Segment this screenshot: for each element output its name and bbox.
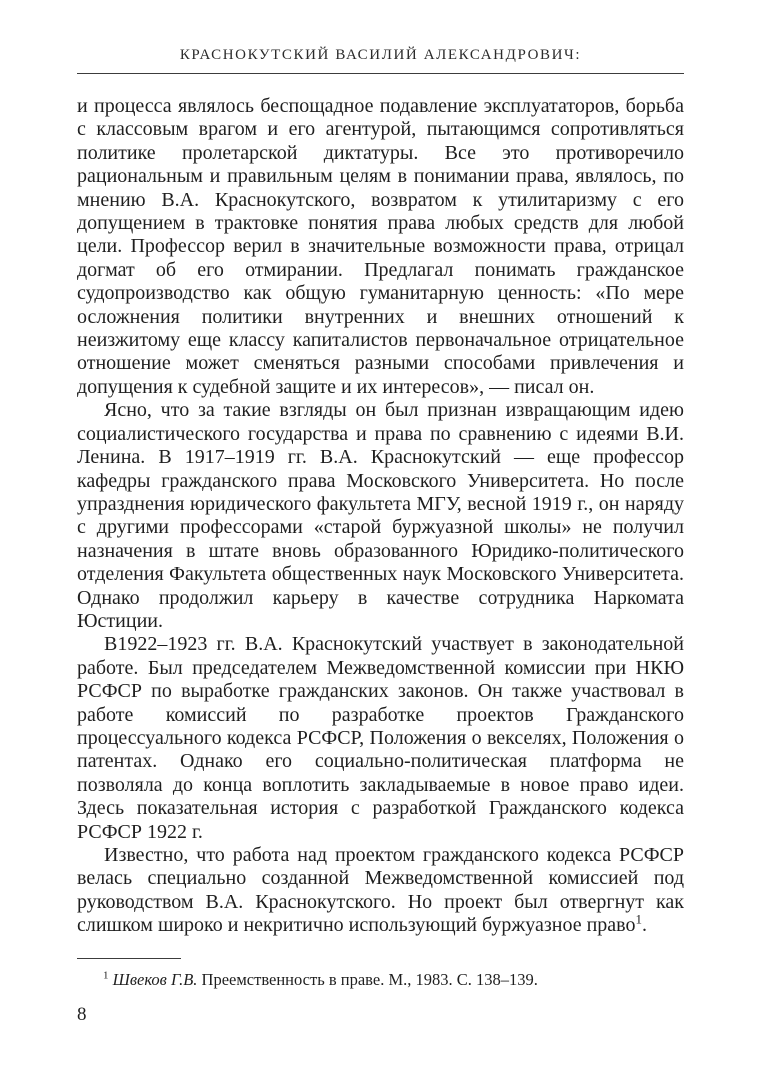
paragraph-1: и процесса являлось беспощадное подавление эксплуататоров, борьба с классовым врагом и его агентурой, пытающимся сопротивляться политике пролетарской диктатуры. Все это противоречило рациональным и правильным целям в понимании права, являлось, по мнению В.А. Краснокутского, возвратом к утилитаризму с его допущением в трактовке понятия права любых средств для любой цели. Профессор верил в значительные возможности права, отрицал догмат об его отмирании. Предлагал понимать гражданское судопроизводство как общую гуманитарную ценность: «По мере осложнения политики внутренних и внешних отношений к неизжитому еще классу капиталистов первоначальное отрицательное отношение может сменяться разными способами привлечения и допущения к судебной защите и их интересов», — писал он. [77,95,684,398]
footnote-reference: 1 [635,911,642,927]
footnote-rule [77,958,181,959]
page-body [77,95,684,938]
running-header-title: КРАСНОКУТСКИЙ ВАСИЛИЙ АЛЕКСАНДРОВИЧ: [179,47,582,63]
footnote [77,970,684,990]
paragraph-2: Ясно, что за такие взгляды он был признан извращающим идею социалистического государства и права по сравнению с идеями В.И. Ленина. В 1917–1919 гг. В.А. Краснокутский — еще профессор кафедры гражданского права Московского Университета. Но после упразднения юридического факультета МГУ, весной 1919 г., он наряду с другими профессорами «старой буржуазной школы» не получил назначения в штате вновь образованного Юридико-политического отделения Факультета общественных наук Московского Университета. Однако продолжил карьеру в качестве сотрудника Наркомата Юстиции. [77,399,684,632]
header-rule [77,73,684,74]
page-number: 8 [77,1004,87,1025]
paragraph-4 [77,844,684,938]
paragraph-3: В1922–1923 гг. В.А. Краснокутский участвует в законодательной работе. Был председателем Межведомственной комиссии при НКЮ РСФСР по выработке гражданских законов. Он также участвовал в работе комиссий по разработке проектов Гражданского процессуального кодекса РСФСР, Положения о векселях, Положения о патентах. Однако его социально-политическая платформа не позволяла до конца воплотить закладываемые в новое право идеи. Здесь показательная история с разработкой Гражданского кодекса РСФСР 1922 г. [77,633,684,843]
footnote-marker: 1 [103,969,109,982]
paragraph-4-end: . [641,914,647,937]
footnote-author: Швеков Г.В. [112,970,198,989]
paragraph-4-text: Известно, что работа над проектом гражданского кодекса РСФСР велась специально созданной Межведомственной комиссией под руководством В.А. Краснокутского. Но проект был отвергнут как слишком широко и некритично использующий буржуазное право [77,844,684,937]
footnote-text: Преемственность в праве. М., 1983. С. 138–139. [201,970,538,989]
